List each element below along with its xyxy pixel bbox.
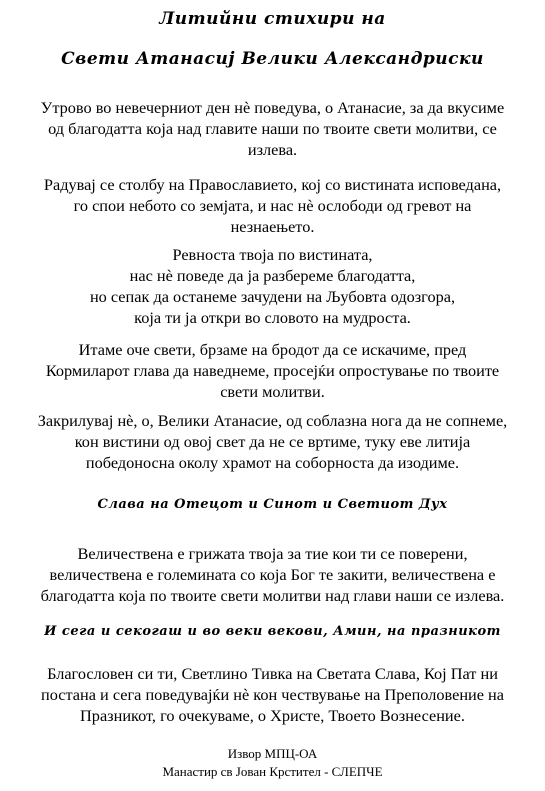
text-line: кон вистини од овој свет да не се вртиме, туку еве литија <box>74 432 471 451</box>
text-line: го спои небото со земјата, и нас нѐ ослободи од гревот на <box>73 196 472 215</box>
text-line: Величествена е грижата твоја за тие кои ти се поверени, <box>77 544 468 563</box>
text-line: излева. <box>247 140 298 159</box>
text-line: од благодатта која над главите наши по твоите свети молитви, се <box>48 119 497 138</box>
text-line: Радувај се столбу на Православието, кој со вистината исповедана, <box>43 175 502 194</box>
now-and-ever-heading: И сега и секогаш и во веки векови, Амин, на празникот <box>44 624 501 639</box>
document-title-line-1: Литийни стихири на <box>159 9 386 29</box>
text-line: Благословен си ти, Светлино Тивка на Светата Слава, Кој Пат ни <box>47 664 498 683</box>
text-line: постана и сега поведувајќи нѐ кон чествување на Преполовение на <box>41 685 504 704</box>
stichera-paragraph-1 <box>20 97 525 160</box>
text-line: Кормиларот глава да наведнеме, просејќи опростување по твоите <box>45 361 500 380</box>
glory-heading: Слава на Отецот и Синот и Светиот Дух <box>97 497 448 512</box>
text-line: победоносна околу храмот на соборноста да изодиме. <box>85 453 460 472</box>
text-line: свети молитви. <box>220 382 325 401</box>
document-title-line-2: Свети Атанасиј Велики Александриски <box>61 49 484 69</box>
stichera-paragraph-5 <box>20 410 525 473</box>
text-line: Итаме оче свети, брзаме на бродот да се искачиме, пред <box>78 340 467 359</box>
text-line: благодатта која по твоите свети молитви над глави наши се излева. <box>40 586 505 605</box>
stichera-paragraph-4 <box>20 339 525 402</box>
stichera-paragraph-3 <box>20 244 525 328</box>
text-line: Утрово во невечерниот ден нѐ поведува, о Атанасие, за да вкусиме <box>40 98 505 117</box>
text-line: која ти ја откри во словото на мудроста. <box>134 308 411 327</box>
text-line: нас нѐ поведе да ја разбереме благодатта, <box>129 266 416 285</box>
footer-monastery: Манастир св Јован Крстител - СЛЕПЧЕ <box>162 764 383 779</box>
text-line: Ревноста твоја по вистината, <box>172 245 373 264</box>
text-line: Празникот, го очекуваме, о Христе, Твоето Вознесение. <box>80 706 465 725</box>
text-line: Закрилувај нѐ, о, Велики Атанасие, од соблазна нога да не сопнеме, <box>37 411 508 430</box>
glory-paragraph <box>20 543 525 606</box>
feast-paragraph <box>20 663 525 726</box>
text-line: величествена е големината со која Бог те закити, величествена е <box>49 565 496 584</box>
stichera-paragraph-2 <box>20 174 525 237</box>
text-line: но сепак да останеме зачудени на Љубовта одозгора, <box>89 287 456 306</box>
text-line: незнаењето. <box>230 217 315 236</box>
footer-source: Извор МПЦ-ОА <box>227 746 318 761</box>
